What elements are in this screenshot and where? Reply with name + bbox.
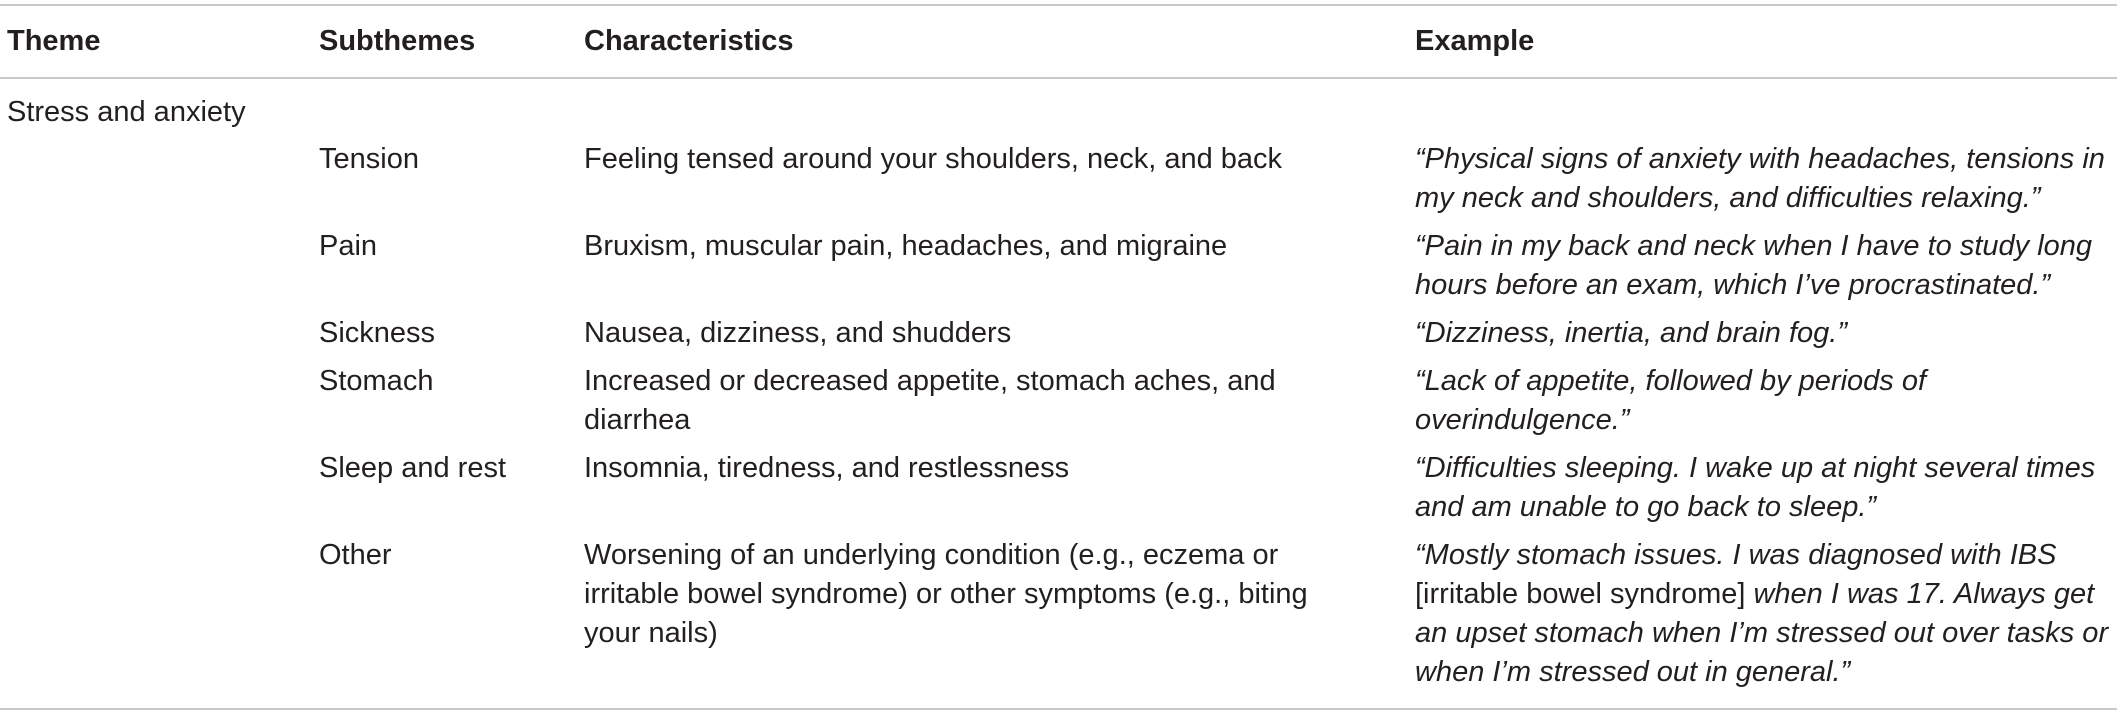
- subtheme-other: Other: [319, 539, 392, 571]
- characteristics-other-line-1: Worsening of an underlying condition (e.g., eczema or: [584, 539, 1279, 571]
- subtheme-stomach: Stomach: [319, 365, 434, 397]
- theme-cell: Stress and anxiety: [7, 96, 246, 128]
- subtheme-sickness: Sickness: [319, 317, 436, 349]
- example-other-line-3: an upset stomach when I’m stressed out over tasks or: [1415, 617, 2109, 649]
- example-other-line-2-italic: when I was 17. Always get: [1745, 578, 2095, 610]
- example-other-line-2: [1415, 575, 2094, 614]
- example-stomach-line-2: overindulgence.”: [1415, 404, 1630, 436]
- characteristics-pain: Bruxism, muscular pain, headaches, and migraine: [584, 230, 1228, 262]
- characteristics-other-line-3: your nails): [584, 617, 718, 649]
- header-subthemes: Subthemes: [319, 25, 476, 57]
- characteristics-stomach-line-2: diarrhea: [584, 404, 691, 436]
- example-pain-line-1: “Pain in my back and neck when I have to study long: [1415, 230, 2093, 262]
- example-sleep-line-1: “Difficulties sleeping. I wake up at night several times: [1415, 452, 2096, 484]
- header-rule: [0, 77, 2117, 79]
- header-characteristics: Characteristics: [584, 25, 794, 57]
- subtheme-tension: Tension: [319, 143, 419, 175]
- example-other-line-1: “Mostly stomach issues. I was diagnosed with IBS: [1415, 539, 2057, 571]
- header-theme: Theme: [7, 25, 101, 57]
- characteristics-other-line-2: irritable bowel syndrome) or other symptoms (e.g., biting: [584, 578, 1308, 610]
- characteristics-stomach-line-1: Increased or decreased appetite, stomach aches, and: [584, 365, 1276, 397]
- subtheme-pain: Pain: [319, 230, 378, 262]
- characteristics-tension: Feeling tensed around your shoulders, neck, and back: [584, 143, 1283, 175]
- characteristics-sickness: Nausea, dizziness, and shudders: [584, 317, 1012, 349]
- subtheme-sleep-and-rest: Sleep and rest: [319, 452, 507, 484]
- example-sickness-line-1: “Dizziness, inertia, and brain fog.”: [1415, 317, 1847, 349]
- table-bottom-rule: [0, 708, 2117, 710]
- example-tension-line-1: “Physical signs of anxiety with headaches, tensions in: [1415, 143, 2105, 175]
- characteristics-sleep-and-rest: Insomnia, tiredness, and restlessness: [584, 452, 1070, 484]
- table-top-rule: [0, 4, 2117, 6]
- example-sleep-line-2: and am unable to go back to sleep.”: [1415, 491, 1877, 523]
- header-example: Example: [1415, 25, 1535, 57]
- example-other-line-4: when I’m stressed out in general.”: [1415, 656, 1851, 688]
- example-stomach-line-1: “Lack of appetite, followed by periods of: [1415, 365, 1927, 397]
- example-tension-line-2: my neck and shoulders, and difficulties relaxing.”: [1415, 182, 2041, 214]
- example-pain-line-2: hours before an exam, which I’ve procrastinated.”: [1415, 269, 2051, 301]
- example-other-bracketed-text: [irritable bowel syndrome]: [1415, 578, 1746, 610]
